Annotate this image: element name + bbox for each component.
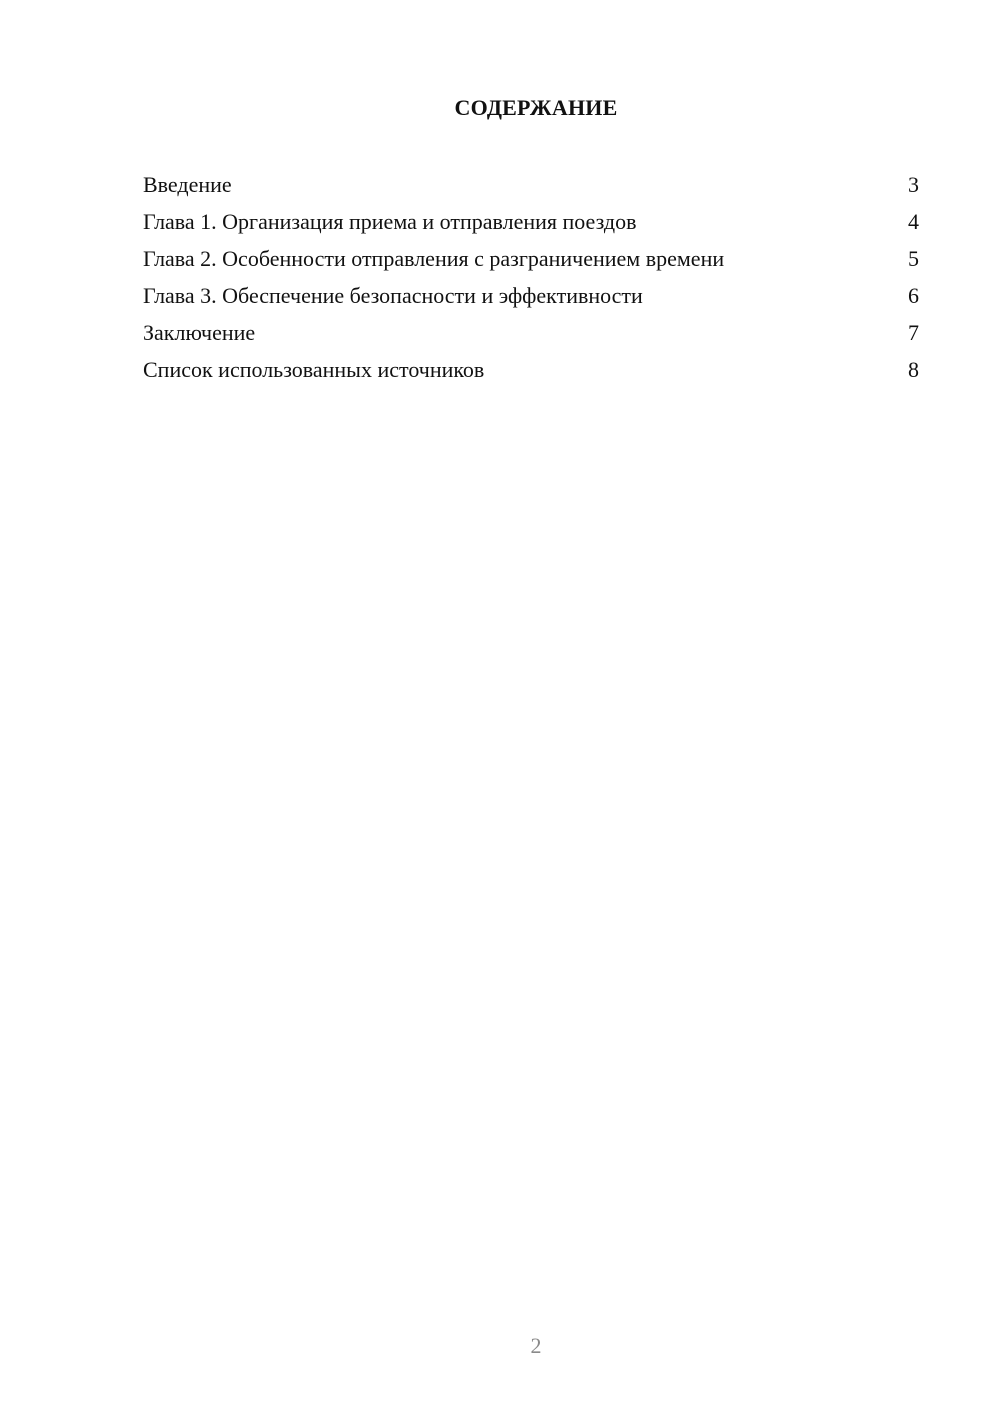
toc-entry-page: 6 xyxy=(908,283,919,308)
toc-entry-references[interactable] xyxy=(143,355,919,392)
toc-entry-page: 5 xyxy=(908,246,919,271)
toc-entry-label: Заключение xyxy=(143,320,256,345)
toc-entry-chapter-1[interactable] xyxy=(143,207,919,244)
toc-entry-label: Глава 3. Обеспечение безопасности и эффективности xyxy=(143,283,643,308)
toc-entry-label: Список использованных источников xyxy=(143,357,485,382)
toc-entry-chapter-3[interactable] xyxy=(143,281,919,318)
toc-entry-page: 7 xyxy=(908,320,919,345)
toc-entry-label: Глава 1. Организация приема и отправления поездов xyxy=(143,209,637,234)
toc-title: СОДЕРЖАНИЕ xyxy=(454,95,618,120)
toc-entry-label: Введение xyxy=(143,172,232,197)
toc-entry-introduction[interactable] xyxy=(143,170,919,207)
toc-entry-conclusion[interactable] xyxy=(143,318,919,355)
table-of-contents xyxy=(143,170,919,392)
page-number: 2 xyxy=(530,1333,542,1358)
toc-entry-chapter-2[interactable] xyxy=(143,244,919,281)
toc-entry-label: Глава 2. Особенности отправления с разграничением времени xyxy=(143,246,725,271)
toc-entry-page: 3 xyxy=(908,172,919,197)
toc-entry-page: 8 xyxy=(908,357,919,382)
toc-entry-page: 4 xyxy=(908,209,919,234)
